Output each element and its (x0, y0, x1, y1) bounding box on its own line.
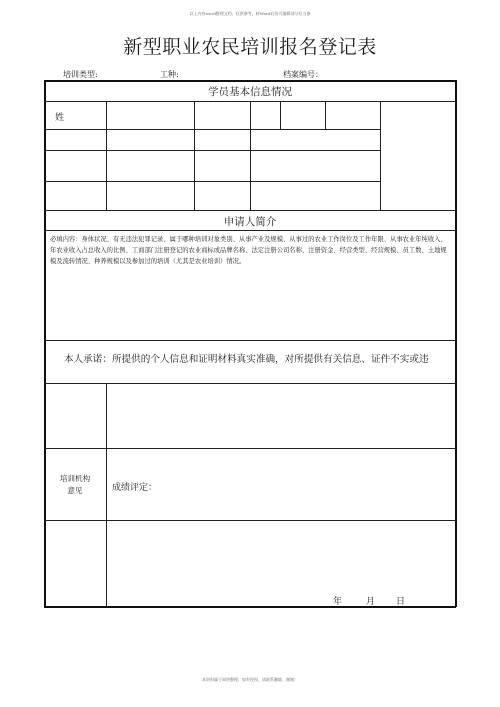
name-field[interactable] (107, 102, 193, 128)
table-left-border (44, 80, 46, 607)
applicant-profile-field[interactable] (45, 280, 455, 339)
photo-box[interactable] (381, 102, 454, 209)
rule (325, 101, 326, 129)
institution-label-line2: 意见 (67, 486, 83, 495)
header-note: 以上内容word整理文档，仅供参考，转Word后的可编辑部分仅当参 (189, 11, 311, 16)
grade-field[interactable] (107, 449, 455, 519)
rule (250, 101, 251, 210)
rule (44, 230, 456, 231)
date-year-label: 年 (333, 597, 343, 607)
rule (44, 340, 456, 341)
rule (194, 101, 195, 210)
table-right-border (455, 80, 457, 607)
form-title: 新型职业农民培训报名登记表 (123, 36, 377, 58)
basic-info-title: 学员基本信息情况 (208, 86, 292, 98)
institution-opinion-label (44, 473, 106, 497)
pledge-text: 本人承诺：所提供的个人信息和证明材料真实准确，对所提供有关信息、证件不实或违 (64, 354, 429, 365)
applicant-title: 申请人简介 (223, 216, 277, 228)
rule (44, 129, 380, 130)
rule (44, 150, 380, 151)
job-type-label: 工种: (160, 70, 179, 79)
footer-note: 本资料属于网络整理，如有侵权，请联系删除，谢谢！ (202, 677, 298, 682)
date-day-label: 日 (396, 597, 406, 607)
file-number-label: 档案编号： (283, 70, 323, 79)
rule (44, 181, 380, 182)
rule (44, 210, 456, 211)
date-month-label: 月 (366, 597, 376, 607)
institution-label-line1: 培训机构 (59, 474, 91, 483)
name-label: 姓 (55, 113, 65, 123)
table-top-border (44, 80, 456, 82)
rule (44, 520, 456, 521)
rule (280, 101, 281, 129)
grade-label: 成绩评定： (112, 483, 158, 493)
applicant-instructions: 必填内容：身体状况、有无违法犯罪记录、属于哪种培训对象类别、从事产业及规模、从事过的农业工作岗位及工作年限、从事农业年纯收入、年农业收入占总收入的比例、工商部门注册登记的农业商标或品牌名称、法定注册公司名称、注册资金、经营类型、经营规模、员工数、土地规模及流转情况、种养规模以及参加过的培训（尤其是农业培训）情况。 (50, 236, 447, 265)
table-bottom-border (44, 606, 456, 608)
training-type-label: 培训类型: (63, 70, 98, 79)
